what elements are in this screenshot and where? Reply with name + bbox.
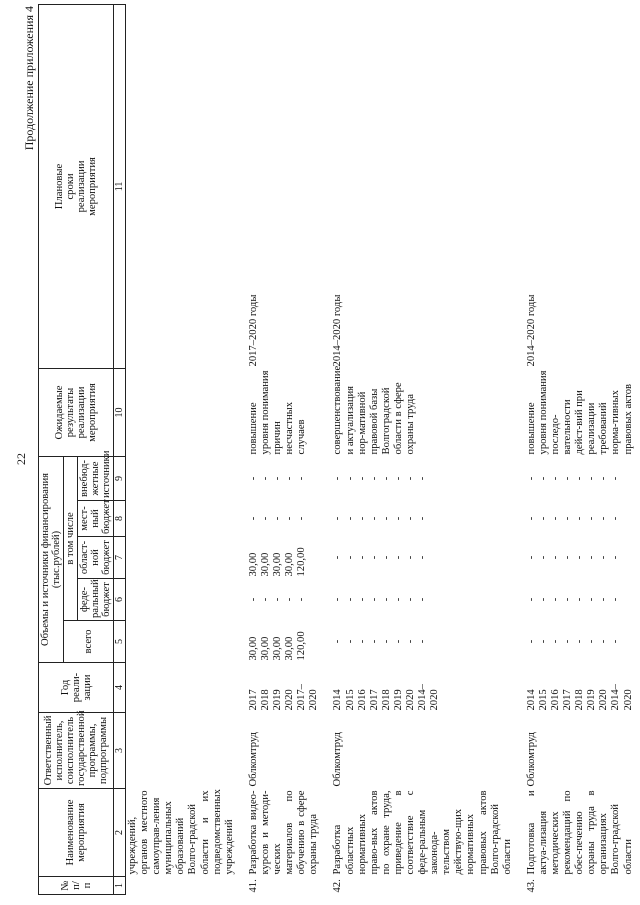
- row-number: 43.: [525, 879, 537, 893]
- row-term: 2017–2020 годы: [247, 294, 259, 367]
- header-terms: Плановые сроки реализации мероприятия: [39, 4, 114, 368]
- header-federal: феде- ральный бюджет: [78, 579, 114, 621]
- row-name: Разработка видео-курсов и методи-ческих материалов по обучению в сфере охраны труда: [247, 790, 320, 875]
- row-total: - - - - - - - -: [525, 639, 622, 644]
- row-local: - - - - - - - -: [332, 516, 429, 521]
- header-offbudget: внебюд- жетные источники: [78, 456, 114, 500]
- header-exec: Ответственный исполнитель, соисполнитель государственной программы, подпрограммы: [39, 713, 114, 789]
- carry-over-text: учреждений, органов местного самоуправ-ления муниципальных образований Волго-градской области и их подведомственных учреждений: [127, 789, 235, 875]
- row-executor: Облкомтруд: [247, 732, 259, 787]
- column-number-row: [114, 4, 126, 894]
- table-row-carry: [126, 4, 237, 894]
- header-funding: Объемы и источники финансирования (тыс.рублей): [39, 456, 64, 662]
- header-year: Год реали- зации: [39, 663, 114, 713]
- col-number: 9: [114, 456, 126, 500]
- header-local: мест- ный бюджет: [78, 501, 114, 537]
- header-total: всего: [64, 621, 114, 663]
- row-number: 41.: [247, 879, 259, 893]
- page-number: 22: [14, 453, 28, 465]
- row-regional: 30,00 30,00 30,00 30,00 120,00: [247, 547, 308, 577]
- col-number: 10: [114, 368, 126, 456]
- col-number: 8: [114, 501, 126, 537]
- col-number: 4: [114, 663, 126, 713]
- row-offbudget: - - - - - - - -: [525, 476, 622, 481]
- col-number: 2: [114, 789, 126, 877]
- row-name: Разработка областных нормативных право-вых актов по охране труда, приведение в соответствие с феде-ральным законода-тельством действую-щих нормативных правовых актов Волго-градской области: [332, 790, 513, 875]
- col-number: 11: [114, 4, 126, 368]
- row-term: 2014–2020 годы: [525, 294, 537, 367]
- row-local: - - - - -: [247, 516, 308, 521]
- row-years: 2014 2015 2016 2017 2018 2019 2020 2014–2020: [332, 684, 441, 711]
- row-regional: - - - - - - - -: [332, 555, 429, 560]
- table-row: [247, 4, 322, 894]
- row-offbudget: - - - - -: [247, 476, 308, 481]
- row-federal: - - - - -: [247, 597, 308, 602]
- row-years: 2017 2018 2019 2020 2017–2020: [247, 684, 320, 711]
- row-term: 2014–2020 годы: [332, 294, 344, 367]
- header-incl: в том числе: [64, 456, 78, 620]
- program-table: [38, 4, 636, 895]
- col-number: 1: [114, 877, 126, 895]
- row-federal: - - - - - - - -: [332, 597, 429, 602]
- row-offbudget: - - - - - - - -: [332, 476, 429, 481]
- row-result: совершенствование и актуализация нор-мативной правовой базы Волгоградской области в сфере охраны труда: [332, 365, 416, 455]
- row-name: Подготовка и актуа-лизация методических рекомендаций по обес-печению охраны труда в организациях Волго-градской области: [525, 790, 634, 875]
- row-total: - - - - - - - -: [332, 639, 429, 644]
- row-years: 2014 2015 2016 2017 2018 2019 2020 2014–2020: [525, 684, 634, 711]
- row-number: 42.: [332, 879, 344, 893]
- row-result: повышение уровня понимания причин несчастных случаев: [247, 370, 308, 455]
- col-number: 3: [114, 713, 126, 789]
- row-executor: Облкомтруд: [525, 732, 537, 787]
- header-regional: област- ной бюджет: [78, 537, 114, 579]
- row-regional: - - - - - - - -: [525, 555, 622, 560]
- row-executor: Облкомтруд: [332, 732, 344, 787]
- table-header: [39, 4, 126, 894]
- row-result: повышение уровня понимания последо-вательности дейст-вий при реализации требований норма-тивных правовых актов: [525, 370, 634, 455]
- col-number: 6: [114, 579, 126, 621]
- table-row: [525, 4, 636, 894]
- row-total: 30,00 30,00 30,00 30,00 120,00: [247, 631, 308, 661]
- col-number: 5: [114, 621, 126, 663]
- row-federal: - - - - - - - -: [525, 597, 622, 602]
- header-results: Ожидаемые результаты реализации мероприятия: [39, 368, 114, 456]
- continuation-label: Продолжение приложения 4: [22, 6, 36, 151]
- header-num: № п/п: [39, 877, 114, 895]
- table-row: [331, 4, 514, 894]
- table-body: [126, 4, 636, 894]
- row-local: - - - - - - - -: [525, 516, 622, 521]
- header-name: Наименование мероприятия: [39, 789, 114, 877]
- col-number: 7: [114, 537, 126, 579]
